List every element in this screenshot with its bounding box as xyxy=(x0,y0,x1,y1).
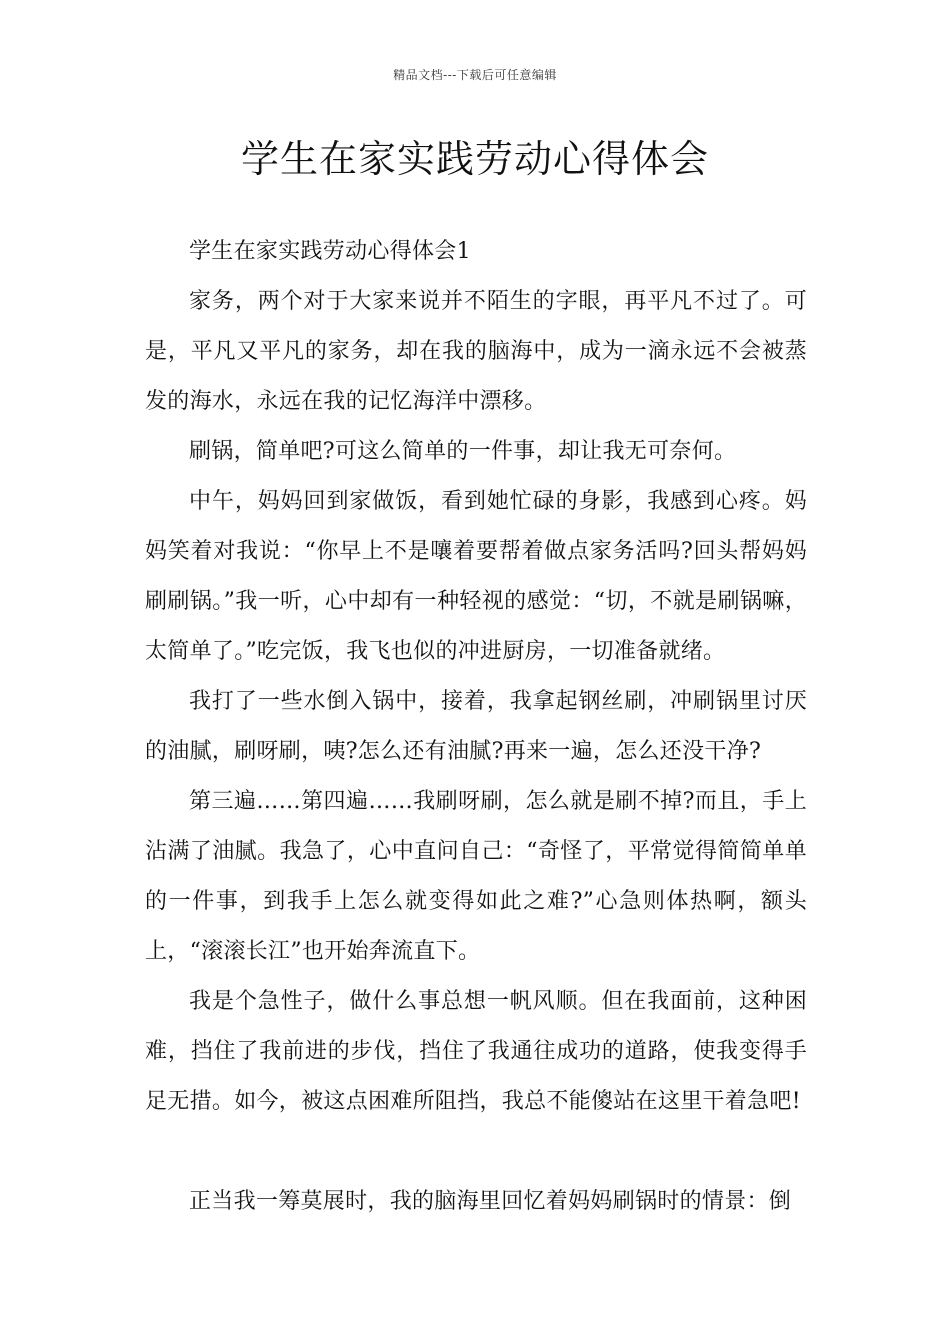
paragraph: 正当我一筹莫展时，我的脑海里回忆着妈妈刷锅时的情景：倒 xyxy=(189,1189,792,1214)
paragraph: 中午，妈妈回到家做饭，看到她忙碌的身影，我感到心疼。妈妈笑着对我说：“你早上不是嚷着要帮着做点家务活吗?回头帮妈妈刷刷锅。”我一听，心中却有一种轻视的感觉：“切，不就是刷锅嘛，太简单了。”吃完饭，我飞也似的冲进厨房，一切准备就绪。 xyxy=(145,489,807,664)
paragraph: 刷锅，简单吧?可这么简单的一件事，却让我无可奈何。 xyxy=(189,439,737,464)
paragraph: 家务，两个对于大家来说并不陌生的字眼，再平凡不过了。可是，平凡又平凡的家务，却在我的脑海中，成为一滴永远不会被蒸发的海水，永远在我的记忆海洋中漂移。 xyxy=(145,289,807,414)
paragraph: 我是个急性子，做什么事总想一帆风顺。但在我面前，这种困难，挡住了我前进的步伐，挡住了我通往成功的道路，使我变得手足无措。如今，被这点困难所阻挡，我总不能傻站在这里干着急吧! xyxy=(145,989,807,1114)
document-body xyxy=(145,227,807,1227)
document-title: 学生在家实践劳动心得体会 xyxy=(240,137,709,181)
paragraph: 我打了一些水倒入锅中，接着，我拿起钢丝刷，冲刷锅里讨厌的油腻，刷呀刷，咦?怎么还有油腻?再来一遍，怎么还没干净? xyxy=(145,689,807,764)
paragraph: 第三遍……第四遍……我刷呀刷，怎么就是刷不掉?而且，手上沾满了油腻。我急了，心中直问自己：“奇怪了，平常觉得简简单单的一件事，到我手上怎么就变得如此之难?”心急则体热啊，额头上，“滚滚长江”也开始奔流直下。 xyxy=(145,789,807,964)
paragraph-subtitle: 学生在家实践劳动心得体会1 xyxy=(189,239,471,264)
header-note: 精品文档---下载后可任意编辑 xyxy=(393,68,557,82)
